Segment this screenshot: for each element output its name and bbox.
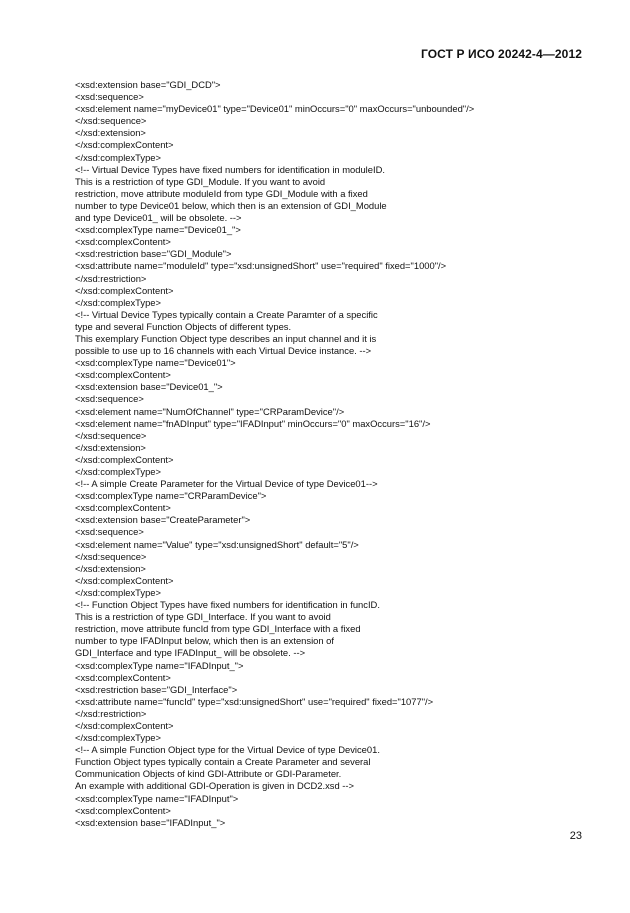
code-line: <xsd:element name="fnADInput" type="IFADInput" minOccurs="0" maxOccurs="16"/> (75, 417, 431, 429)
code-line: </xsd:sequence> (75, 115, 147, 127)
code-line: <xsd:attribute name="moduleId" type="xsd:unsignedShort" use="required" fixed="1000"/> (75, 260, 447, 272)
code-line: <xsd:sequence> (75, 526, 144, 538)
code-line: and type Device01_ will be obsolete. --> (75, 212, 242, 224)
code-line: <!-- A simple Function Object type for the Virtual Device of type Device01. (75, 744, 380, 756)
code-line: </xsd:extension> (75, 441, 146, 453)
code-line: <xsd:complexType name="IFADInput_"> (75, 659, 244, 671)
code-line: <!-- Virtual Device Types have fixed numbers for identification in moduleID. (75, 163, 385, 175)
code-line: This is a restriction of type GDI_Interface. If you want to avoid (75, 611, 331, 623)
code-line: restriction, move attribute moduleId from type GDI_Module with a fixed (75, 187, 368, 199)
xsd-code-listing (75, 79, 595, 829)
code-line: <xsd:extension base="Device01_"> (75, 381, 223, 393)
code-line: <xsd:element name="myDevice01" type="Device01" minOccurs="0" maxOccurs="unbounded"/> (75, 103, 475, 115)
code-line: </xsd:complexContent> (75, 139, 174, 151)
code-line: <xsd:complexType name="CRParamDevice"> (75, 490, 267, 502)
code-line: An example with additional GDI-Operation is given in DCD2.xsd --> (75, 780, 355, 792)
code-line: <xsd:restriction base="GDI_Module"> (75, 248, 232, 260)
code-line: number to type IFADInput below, which then is an extension of (75, 635, 335, 647)
code-line: <!-- Virtual Device Types typically contain a Create Paramter of a specific (75, 308, 378, 320)
code-line: </xsd:restriction> (75, 272, 147, 284)
code-line: <xsd:complexContent> (75, 804, 171, 816)
code-line: </xsd:complexType> (75, 732, 161, 744)
code-line: </xsd:complexContent> (75, 453, 174, 465)
code-line: <!-- A simple Create Parameter for the Virtual Device of type Device01--> (75, 478, 378, 490)
code-line: number to type Device01 below, which then is an extension of GDI_Module (75, 199, 387, 211)
code-line: Communication Objects of kind GDI-Attribute or GDI-Parameter. (75, 768, 342, 780)
code-line: </xsd:complexContent> (75, 574, 174, 586)
code-line: <xsd:complexType name="IFADInput"> (75, 792, 239, 804)
code-line: </xsd:extension> (75, 562, 146, 574)
code-line: <xsd:complexType name="Device01_"> (75, 224, 241, 236)
code-line: <xsd:extension base="IFADInput_"> (75, 816, 226, 828)
code-line: <xsd:element name="NumOfChannel" type="CRParamDevice"/> (75, 405, 345, 417)
code-line: </xsd:complexType> (75, 466, 161, 477)
code-line: type and several Function Objects of different types. (75, 320, 292, 332)
code-line: </xsd:complexType> (75, 586, 161, 598)
code-line: possible to use up to 16 channels with each Virtual Device instance. --> (75, 345, 372, 357)
code-line: <xsd:element name="Value" type="xsd:unsignedShort" default="5"/> (75, 538, 359, 550)
code-line: <!-- Function Object Types have fixed numbers for identification in funcID. (75, 599, 380, 611)
code-line: </xsd:restriction> (75, 707, 147, 719)
code-line: This is a restriction of type GDI_Module. If you want to avoid (75, 175, 326, 187)
code-line: restriction, move attribute funcId from type GDI_Interface with a fixed (75, 623, 361, 635)
code-line: <xsd:restriction base="GDI_Interface"> (75, 683, 238, 695)
code-line: </xsd:sequence> (75, 429, 147, 441)
code-line: </xsd:complexContent> (75, 284, 174, 296)
code-line: </xsd:complexType> (75, 296, 161, 308)
code-line: <xsd:attribute name="funcId" type="xsd:unsignedShort" use="required" fixed="1077"/> (75, 695, 434, 707)
code-line: <xsd:complexContent> (75, 671, 171, 683)
code-line: <xsd:complexContent> (75, 236, 171, 248)
code-line: <xsd:sequence> (75, 393, 144, 405)
code-line: <xsd:extension base="GDI_DCD"> (75, 79, 221, 90)
code-line: </xsd:complexContent> (75, 719, 174, 731)
standard-header: ГОСТ Р ИСО 20242-4—2012 (420, 47, 582, 61)
code-line: <xsd:extension base="CreateParameter"> (75, 514, 251, 526)
code-line: </xsd:complexType> (75, 151, 161, 163)
code-line: <xsd:complexType name="Device01"> (75, 357, 236, 369)
code-line: <xsd:complexContent> (75, 369, 171, 381)
code-line: <xsd:complexContent> (75, 502, 171, 514)
code-line: This exemplary Function Object type describes an input channel and it is (75, 332, 377, 344)
code-line: <xsd:sequence> (75, 91, 144, 103)
code-line: </xsd:sequence> (75, 550, 147, 562)
code-line: </xsd:extension> (75, 127, 146, 139)
code-line: Function Object types typically contain a Create Parameter and several (75, 756, 371, 768)
page-number: 23 (569, 830, 582, 842)
code-line: GDI_Interface and type IFADInput_ will be obsolete. --> (75, 647, 306, 659)
